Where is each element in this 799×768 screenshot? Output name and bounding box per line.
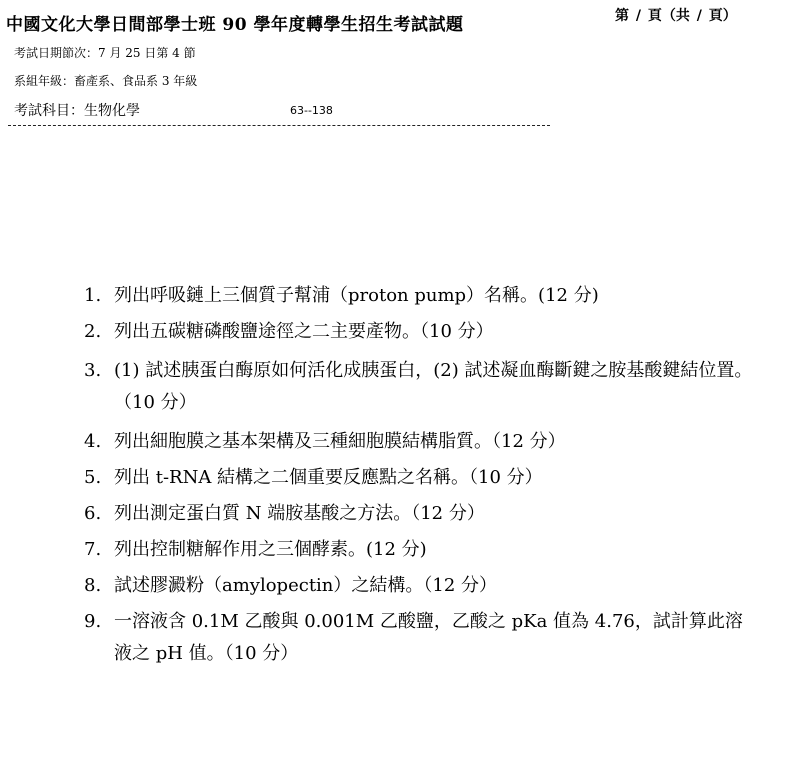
exam-date: 考試日期節次：7 月 25 日第 4 節 [14,46,196,60]
header-divider [8,125,550,126]
question-item [84,606,764,670]
question-text: 列出呼吸鏈上三個質子幫浦（proton pump）名稱。(12 分) [114,285,599,306]
question-item [84,426,764,458]
question-number: 6. [84,503,102,524]
subject-value: 生物化學 [84,103,140,119]
question-number: 5. [84,467,102,488]
question-text: 一溶液含 0.1M 乙酸與 0.001M 乙酸鹽，乙酸之 pKa 值為 4.76，試計算此溶液之 pH 值。（10 分） [114,611,743,664]
question-text: 列出測定蛋白質 N 端胺基酸之方法。（12 分） [114,503,485,524]
question-text: 列出細胞膜之基本架構及三種細胞膜結構脂質。（12 分） [114,431,566,452]
question-item [84,355,764,419]
question-item [84,316,764,348]
question-text: (1) 試述胰蛋白酶原如何活化成胰蛋白，(2) 試述凝血酶斷鍵之胺基酸鍵結位置。（10 分） [114,360,753,413]
department-year: 系組年級：畜產系、食品系 3 年級 [14,74,198,88]
exam-title: 中國文化大學日間部學士班 90 學年度轉學生招生考試試題 [6,15,464,35]
question-number: 3. [84,360,102,381]
question-number: 1. [84,285,102,306]
question-text: 列出五碳糖磷酸鹽途徑之二主要產物。（10 分） [114,321,494,342]
question-item [84,462,764,494]
question-list [84,280,764,670]
question-text: 列出 t-RNA 結構之二個重要反應點之名稱。（10 分） [114,467,543,488]
question-item [84,498,764,530]
question-item [84,570,764,602]
page-number: 第 / 頁（共 / 頁） [615,8,737,24]
subject-label: 考試科目： [14,103,84,119]
subject-row [14,100,140,120]
question-number: 2. [84,321,102,342]
question-item [84,534,764,566]
question-number: 4. [84,431,102,452]
question-item [84,280,764,312]
question-number: 7. [84,539,102,560]
question-number: 9. [84,611,102,632]
question-text: 試述膠澱粉（amylopectin）之結構。（12 分） [114,575,498,596]
question-text: 列出控制糖解作用之三個酵素。(12 分) [114,539,427,560]
question-number: 8. [84,575,102,596]
subject-code: 63--138 [290,104,333,117]
